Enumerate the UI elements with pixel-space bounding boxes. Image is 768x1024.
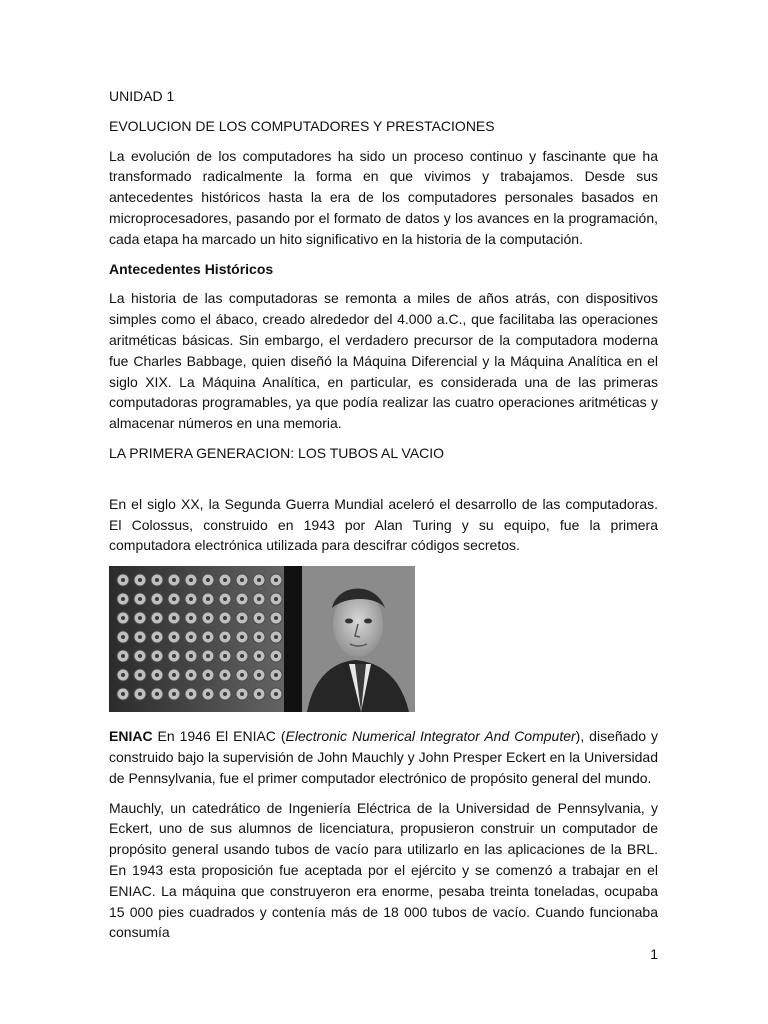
- colossus-paragraph: En el siglo XX, la Segunda Guerra Mundial aceleró el desarrollo de las computadoras. El Colossus, construido en 1943 por Alan Turing y su equipo, fue la primera computadora electrónica utilizada para descifrar códigos secretos.: [109, 495, 658, 554]
- eniac-text-part-2: ), diseñado y construido bajo la supervisión de John Mauchly y John Presper Eckert en la Universidad de Pennsylvania, fue el primer computador electrónico de propósito general del mundo.: [109, 728, 658, 786]
- rotor-hub: [121, 635, 125, 639]
- rotor-hub: [121, 654, 125, 658]
- page-number: 1: [650, 946, 658, 962]
- rotor-hub: [138, 597, 142, 601]
- rotor-hub: [155, 597, 159, 601]
- rotor-hub: [223, 616, 227, 620]
- rotor-hub: [274, 692, 278, 696]
- eniac-paragraph: [109, 726, 658, 788]
- rotor-hub: [155, 578, 159, 582]
- rotor-hub: [223, 673, 227, 677]
- rotor-hub: [274, 635, 278, 639]
- rotor-hub: [172, 673, 176, 677]
- rotor-hub: [274, 616, 278, 620]
- rotor-hub: [155, 616, 159, 620]
- rotor-hub: [257, 635, 261, 639]
- rotor-hub: [121, 692, 125, 696]
- rotor-hub: [121, 578, 125, 582]
- document-body: [109, 86, 658, 943]
- mauchly-paragraph: Mauchly, un catedrático de Ingeniería Eléctrica de la Universidad de Pennsylvania, y Eckert, uno de sus alumnos de licenciatura, propusieron construir un computador de propósito general usando tubos de vacío para utilizarlo en las aplicaciones de la BRL. En 1943 esta proposición fue aceptada por el ejército y se comenzó a trabajar en el ENIAC. La máquina que construyeron era enorme, pesaba treinta toneladas, ocupaba 15 000 pies cuadrados y contenía más de 18 000 tubos de vacío. Cuando funcionaba consumía: [109, 799, 658, 941]
- rotor-hub: [138, 616, 142, 620]
- unit-label: UNIDAD 1: [109, 88, 175, 104]
- rotor-hub: [257, 616, 261, 620]
- document-title: EVOLUCION DE LOS COMPUTADORES Y PRESTACIONES: [109, 117, 495, 134]
- rotor-hub: [121, 673, 125, 677]
- rotor-hub: [240, 597, 244, 601]
- rotor-hub: [240, 654, 244, 658]
- rotor-hub: [189, 616, 193, 620]
- history-heading: Antecedentes Históricos: [109, 260, 274, 277]
- alan-turing-photo: [109, 566, 415, 712]
- rotor-hub: [206, 578, 210, 582]
- rotor-hub: [206, 635, 210, 639]
- rotor-hub: [240, 635, 244, 639]
- rotor-hub: [155, 635, 159, 639]
- rotor-hub: [155, 673, 159, 677]
- rotor-hub: [257, 597, 261, 601]
- rotor-hub: [274, 578, 278, 582]
- rotor-hub: [189, 654, 193, 658]
- rotor-hub: [223, 654, 227, 658]
- history-paragraph: La historia de las computadoras se remonta a miles de años atrás, con dispositivos simples como el ábaco, creado alrededor del 4.000 a.C., que facilitaba las operaciones aritméticas básicas. Sin embargo, el verdadero precursor de la computadora moderna fue Charles Babbage, quien diseñó la Máquina Diferencial y la Máquina Analítica en el siglo XIX. La Máquina Analítica, en particular, es considerada una de las primeras computadoras programables, ya que podía realizar las cuatro operaciones aritméticas y almacenar números en una memoria.: [109, 290, 658, 432]
- eniac-expansion: Electronic Numerical Integrator And Computer: [285, 728, 576, 745]
- rotor-hub: [138, 692, 142, 696]
- rotor-hub: [257, 654, 261, 658]
- rotor-hub: [172, 578, 176, 582]
- rotor-hub: [206, 692, 210, 696]
- rotor-hub: [274, 654, 278, 658]
- rotor-hub: [189, 578, 193, 582]
- rotor-hub: [240, 616, 244, 620]
- rotor-hub: [138, 654, 142, 658]
- rotor-hub: [172, 597, 176, 601]
- rotor-hub: [206, 654, 210, 658]
- generation-heading: LA PRIMERA GENERACION: LOS TUBOS AL VACIO: [109, 444, 445, 461]
- rotor-hub: [189, 692, 193, 696]
- rotor-hub: [206, 597, 210, 601]
- photo-illustration: [109, 566, 415, 712]
- rotor-hub: [172, 635, 176, 639]
- rotor-hub: [274, 597, 278, 601]
- rotor-hub: [189, 597, 193, 601]
- rotor-hub: [189, 673, 193, 677]
- rotor-hub: [172, 654, 176, 658]
- rotor-hub: [138, 635, 142, 639]
- eniac-text-part-1: En 1946 El ENIAC (: [152, 728, 286, 745]
- rotor-hub: [172, 616, 176, 620]
- rotor-hub: [223, 597, 227, 601]
- rotor-hub: [223, 692, 227, 696]
- rotor-hub: [240, 673, 244, 677]
- rotor-hub: [257, 673, 261, 677]
- rotor-hub: [138, 673, 142, 677]
- rotor-hub: [257, 578, 261, 582]
- rotor-hub: [121, 616, 125, 620]
- rotor-hub: [240, 692, 244, 696]
- rotor-hub: [240, 578, 244, 582]
- rotor-hub: [257, 692, 261, 696]
- rotor-hub: [172, 692, 176, 696]
- rotor-hub: [223, 635, 227, 639]
- rotor-hub: [155, 692, 159, 696]
- eniac-label: ENIAC: [109, 728, 153, 745]
- rotor-hub: [274, 673, 278, 677]
- rotor-hub: [138, 578, 142, 582]
- rotor-hub: [189, 635, 193, 639]
- intro-paragraph: La evolución de los computadores ha sido un proceso continuo y fascinante que ha transformado radicalmente la forma en que vivimos y trabajamos. Desde sus antecedentes históricos hasta la era de los computadores personales basados en microprocesadores, pasando por el formato de datos y los avances en la programación, cada etapa ha marcado un hito significativo en la historia de la computación.: [109, 147, 658, 247]
- rotor-hub: [121, 597, 125, 601]
- rotor-hub: [155, 654, 159, 658]
- rotor-hub: [223, 578, 227, 582]
- rotor-hub: [206, 616, 210, 620]
- rotor-hub: [206, 673, 210, 677]
